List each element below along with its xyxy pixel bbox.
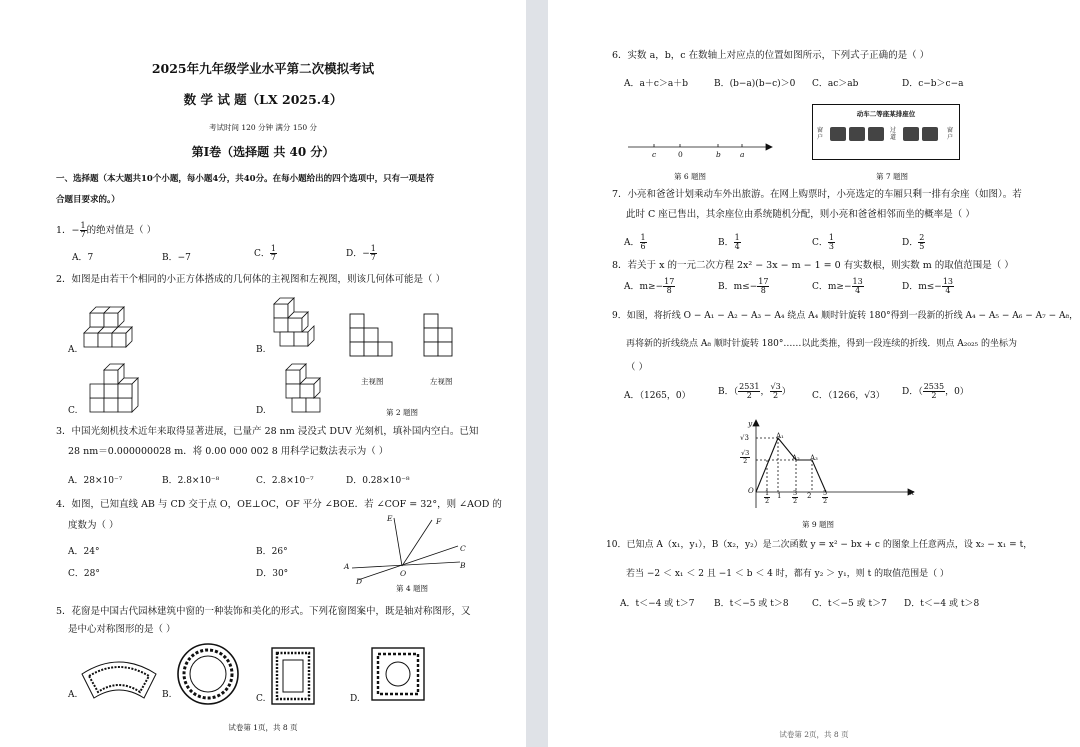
- q7-option-d[interactable]: D． $\frac{2}{5}$: [902, 233, 925, 251]
- q2-option-b-label[interactable]: B.: [256, 345, 266, 355]
- q1-option-b[interactable]: B．−7: [162, 253, 191, 263]
- q9-label-a1: A₁: [776, 432, 784, 440]
- q3-stem-line-1: 3．中国光刻机技术近年来取得显著进展，已量产 28 nm 浸没式 DUV 光刻机，填补国内空白。已知: [56, 426, 479, 437]
- q5-option-c-figure: [270, 646, 316, 706]
- page-gap: [526, 0, 548, 747]
- q2-option-a-label[interactable]: A.: [68, 345, 78, 355]
- q6-point-c: c: [652, 150, 657, 159]
- q9-tick-1: 1: [777, 492, 782, 500]
- q9-stem-line-3: （ ）: [626, 362, 649, 373]
- q4-option-a[interactable]: A．24°: [68, 547, 100, 557]
- q4-point-a: A: [344, 562, 350, 571]
- q5-option-c-label[interactable]: C.: [256, 694, 266, 704]
- q9-stem-line-2: 再将新的折线绕点 A₈ 顺时针旋转 180°……以此类推，得到一段连续的折线．则点 A₂₀₂₅ 的坐标为: [626, 339, 1018, 349]
- q6-stem: 6．实数 a，b，c 在数轴上对应点的位置如图所示，下列式子正确的是（ ）: [612, 50, 930, 61]
- q9-option-a[interactable]: A．（1265，0）: [624, 391, 691, 401]
- q7-option-b[interactable]: B． $\frac{1}{4}$: [718, 233, 740, 251]
- q9-label-o: O: [748, 487, 754, 495]
- q7-stem-line-1: 7．小亮和爸爸计划乘动车外出旅游。在网上购票时，小亮选定的车厢只剩一排有余座（如图）。若: [612, 189, 1022, 200]
- q9-label-a3: A₃: [810, 454, 818, 462]
- q10-option-d[interactable]: D．t＜−4 或 t＞8: [904, 599, 980, 609]
- q2-left-view: [422, 312, 458, 362]
- q4-option-d[interactable]: D．30°: [256, 569, 289, 579]
- q10-stem-line-2: 若当 −2 ＜ x₁ ＜ 2 且 −1 ＜ b ＜ 4 时，都有 y₂ ＞ y₁，则 t 的取值范围是（ ）: [626, 569, 949, 579]
- exam-title: 2025年九年级学业水平第二次模拟考试: [151, 61, 375, 76]
- q7-seat-b: [849, 127, 865, 141]
- q2-main-view-label: 主视图: [361, 377, 384, 386]
- q10-option-c[interactable]: C．t＜−5 或 t＞7: [812, 599, 887, 609]
- exam-subtitle: 数 学 试 题（LX 2025.4）: [183, 92, 343, 107]
- q6-point-0: 0: [678, 150, 683, 159]
- q8-option-a[interactable]: A．m≥− $\frac{17}{8}$: [624, 277, 675, 295]
- q4-stem-line-2: 度数为（ ）: [68, 520, 119, 531]
- q1-option-a[interactable]: A．7: [72, 253, 94, 263]
- q9-axis-x: x: [910, 488, 915, 497]
- q4-caption: 第 4 题图: [396, 584, 429, 593]
- q7-caption: 第 7 题图: [876, 172, 909, 181]
- q7-option-c[interactable]: C． $\frac{1}{3}$: [812, 233, 834, 251]
- q1-option-c[interactable]: C． $\frac{1}{7}$: [254, 244, 276, 262]
- q9-option-d[interactable]: D．（ $\frac{2535}{2}$ ，0）: [902, 382, 969, 400]
- q6-number-line: [628, 140, 773, 154]
- q7-seat-a: [830, 127, 846, 141]
- q9-axis-y: y: [748, 419, 753, 428]
- q9-tick-half: $\frac{1}{2}$: [765, 489, 770, 505]
- q7-seat-d: [903, 127, 919, 141]
- q5-stem-line-1: 5．花窗是中国古代园林建筑中窗的一种装饰和美化的形式。下列花窗图案中，既是轴对称图形，又: [56, 606, 471, 617]
- q5-option-b-label[interactable]: B.: [162, 690, 172, 700]
- q10-option-a[interactable]: A．t＜−4 或 t＞7: [620, 599, 695, 609]
- q2-stem: 2．如图是由若干个相同的小正方体搭成的几何体的主视图和左视图，则该几何体可能是（ ）: [56, 274, 446, 285]
- q9-label-sqrt3: √3: [740, 434, 749, 442]
- q8-option-d[interactable]: D．m≤− $\frac{13}{4}$: [902, 277, 954, 295]
- q9-caption: 第 9 题图: [802, 520, 835, 529]
- q4-option-c[interactable]: C．28°: [68, 569, 100, 579]
- q5-option-a-label[interactable]: A.: [68, 690, 78, 700]
- q4-point-o: O: [400, 569, 407, 578]
- page-1-footer: 试卷第 1页，共 8 页: [228, 723, 298, 732]
- q2-option-c-label[interactable]: C.: [68, 406, 78, 416]
- exam-page-1[interactable]: [0, 0, 526, 747]
- q3-option-d[interactable]: D．0.28×10⁻⁸: [346, 476, 410, 486]
- instructions-line-1: 一、选择题（本大题共10个小题，每小题4分，共40分。在每小题给出的四个选项中，只有一项是符: [56, 174, 435, 184]
- q6-point-a: a: [740, 150, 745, 159]
- q3-option-c[interactable]: C．2.8×10⁻⁷: [256, 476, 314, 486]
- q6-option-a[interactable]: A．a＋c＞a＋b: [624, 79, 689, 89]
- q4-point-c: C: [460, 544, 466, 553]
- q8-option-b[interactable]: B．m≤− $\frac{17}{8}$: [718, 277, 769, 295]
- q7-window-right: 窗 户: [947, 127, 954, 141]
- q2-option-d-label[interactable]: D.: [256, 406, 266, 416]
- exam-info: 考试时间 120 分钟 满分 150 分: [208, 123, 318, 132]
- q7-figure-title: 动车二等座某排座位: [856, 110, 916, 118]
- q4-point-b: B: [460, 561, 466, 570]
- q10-stem-line-1: 10．已知点 A（x₁，y₁），B（x₂，y₂）是二次函数 y = x² − bx + c 的图象上任意两点，设 x₂ − x₁ = t，: [606, 540, 1033, 550]
- q5-option-d-label[interactable]: D.: [350, 694, 360, 704]
- q9-tick-2: 2: [807, 492, 812, 500]
- q2-option-b-figure: [268, 296, 328, 356]
- q9-tick-five-halves: $\frac{5}{2}$: [823, 489, 828, 505]
- q4-point-d: D: [356, 577, 363, 586]
- q3-option-a[interactable]: A．28×10⁻⁷: [68, 476, 123, 486]
- q9-label-a2: A₂: [792, 454, 800, 462]
- q1-stem: 1．− $\frac{1}{7}$ 的绝对值是（ ）: [56, 221, 157, 239]
- q6-option-b[interactable]: B．(b−a)(b−c)＞0: [714, 79, 796, 89]
- instructions-line-2: 合题目要求的。）: [56, 195, 120, 205]
- q4-point-e: E: [387, 514, 393, 523]
- q4-point-f: F: [436, 517, 442, 526]
- q7-seat-c: [868, 127, 884, 141]
- q2-left-view-label: 左视图: [430, 377, 453, 386]
- q5-option-b-figure: [176, 642, 240, 706]
- q5-option-a-figure: [78, 652, 160, 702]
- q7-option-a[interactable]: A． $\frac{1}{6}$: [624, 233, 646, 251]
- q7-window-left: 窗 户: [817, 127, 824, 141]
- q9-stem-line-1: 9．如图，将折线 O − A₁ − A₂ − A₃ − A₄ 绕点 A₄ 顺时针旋转 180°得到一段新的折线 A₄ − A₅ − A₆ − A₇ − A₈，: [612, 311, 1079, 321]
- q7-stem-line-2: 此时 C 座已售出，其余座位由系统随机分配，则小亮和爸爸相邻而坐的概率是（ ）: [626, 209, 975, 220]
- q2-main-view: [348, 312, 396, 362]
- q7-seat-f: [922, 127, 938, 141]
- q7-aisle: 过 道: [890, 127, 897, 141]
- q8-stem: 8．若关于 x 的一元二次方程 2x² − 3x − m − 1 = 0 有实数根，则实数 m 的取值范围是（ ）: [612, 260, 1014, 271]
- section-title: 第Ⅰ卷（选择题 共 40 分）: [191, 145, 335, 159]
- q4-option-b[interactable]: B．26°: [256, 547, 288, 557]
- q5-stem-line-2: 是中心对称图形的是（ ）: [68, 624, 176, 635]
- q6-caption: 第 6 题图: [674, 172, 707, 181]
- q10-option-b[interactable]: B．t＜−5 或 t＞8: [714, 599, 789, 609]
- q6-option-d[interactable]: D．c−b＞c−a: [902, 79, 964, 89]
- q3-option-b[interactable]: B．2.8×10⁻⁸: [162, 476, 220, 486]
- q1-option-d[interactable]: D．− $\frac{1}{7}$: [346, 244, 376, 262]
- q3-stem-line-2: 28 nm＝0.000000028 m．将 0.00 000 002 8 用科学记数法表示为（ ）: [68, 446, 389, 457]
- q9-option-b[interactable]: B．（ $\frac{2531}{2}$ ， $\frac{√3}{2}$ ）: [718, 382, 791, 400]
- q2-caption: 第 2 题图: [386, 408, 419, 417]
- page-2-footer: 试卷第 2页，共 8 页: [779, 730, 849, 739]
- q2-option-c-figure: [86, 358, 146, 418]
- q6-option-c[interactable]: C．ac＞ab: [812, 79, 859, 89]
- q9-tick-three-halves: $\frac{3}{2}$: [793, 489, 798, 505]
- q2-option-d-figure: [280, 360, 340, 420]
- exam-page-2[interactable]: [548, 0, 1080, 747]
- q9-label-sqrt3-half: $\frac{√3}{2}$: [741, 449, 750, 465]
- q8-option-c[interactable]: C．m≥− $\frac{13}{4}$: [812, 277, 863, 295]
- q6-point-b: b: [716, 150, 721, 159]
- q5-option-d-figure: [370, 646, 426, 702]
- q2-option-a-figure: [80, 295, 140, 355]
- q9-option-c[interactable]: C．（1266，√3）: [812, 391, 885, 401]
- q4-stem-line-1: 4．如图，已知直线 AB 与 CD 交于点 O，OE⊥OC，OF 平分 ∠BOE．若 ∠COF = 32°，则 ∠AOD 的: [56, 499, 502, 510]
- q7-seat-figure: [812, 104, 960, 160]
